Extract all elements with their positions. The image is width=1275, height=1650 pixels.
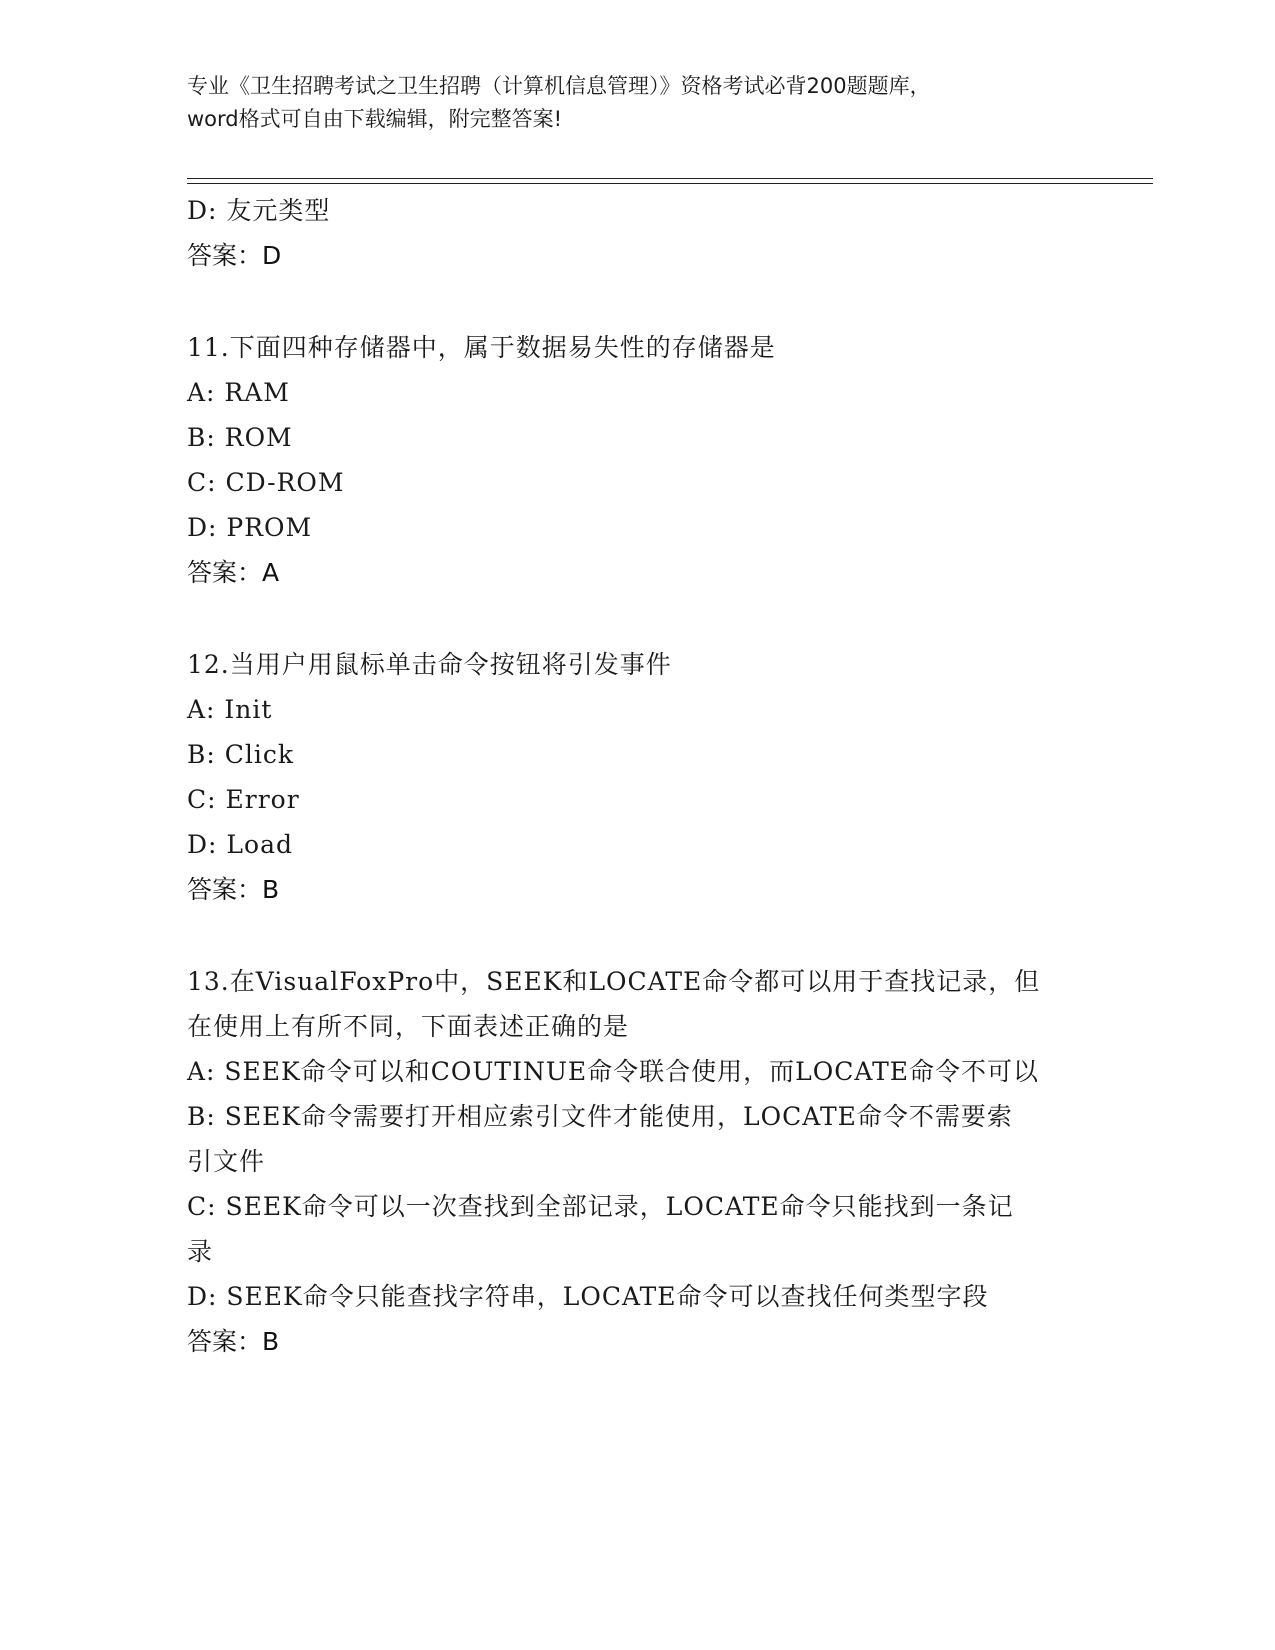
answer-line: 答案：B <box>187 875 280 904</box>
option-b: B: SEEK命令需要打开相应索引文件才能使用，LOCATE命令不需要索 <box>187 1102 1013 1131</box>
option-c: C: SEEK命令可以一次查找到全部记录，LOCATE命令只能找到一条记 <box>187 1192 1014 1221</box>
option-a: A: Init <box>187 695 273 724</box>
question-stem: 11.下面四种存储器中，属于数据易失性的存储器是 <box>187 333 776 362</box>
header-divider-bottom <box>187 183 1153 184</box>
header-line-2: word格式可自由下载编辑，附完整答案! <box>187 107 563 131</box>
option-b: B: Click <box>187 740 295 769</box>
header-divider-top <box>187 178 1153 179</box>
option-b-continued: 引文件 <box>187 1147 266 1176</box>
option-a: A: SEEK命令可以和COUTINUE命令联合使用，而LOCATE命令不可以 <box>187 1057 1040 1086</box>
question-stem-line-1: 13.在VisualFoxPro中，SEEK和LOCATE命令都可以用于查找记录，但 <box>187 967 1041 996</box>
answer-line: 答案：D <box>187 241 282 270</box>
question-13 <box>187 959 1087 1364</box>
option-d: D: 友元类型 <box>187 196 331 225</box>
option-d: D: PROM <box>187 513 313 542</box>
answer-line: 答案：A <box>187 558 280 587</box>
question-11 <box>187 325 1087 595</box>
question-12 <box>187 642 1087 912</box>
option-b: B: ROM <box>187 423 293 452</box>
answer-line: 答案：B <box>187 1327 280 1356</box>
option-a: A: RAM <box>187 378 290 407</box>
option-d: D: SEEK命令只能查找字符串，LOCATE命令可以查找任何类型字段 <box>187 1282 989 1311</box>
option-d: D: Load <box>187 830 293 859</box>
option-c-continued: 录 <box>187 1237 214 1266</box>
document-header <box>187 70 1087 136</box>
option-c: C: CD-ROM <box>187 468 345 497</box>
question-10-tail <box>187 188 1087 278</box>
option-c: C: Error <box>187 785 300 814</box>
document-body <box>187 188 1087 1364</box>
question-stem: 12.当用户用鼠标单击命令按钮将引发事件 <box>187 650 672 679</box>
question-stem-line-2: 在使用上有所不同，下面表述正确的是 <box>187 1012 630 1041</box>
header-line-1: 专业《卫生招聘考试之卫生招聘（计算机信息管理）》资格考试必背200题题库， <box>187 74 931 98</box>
